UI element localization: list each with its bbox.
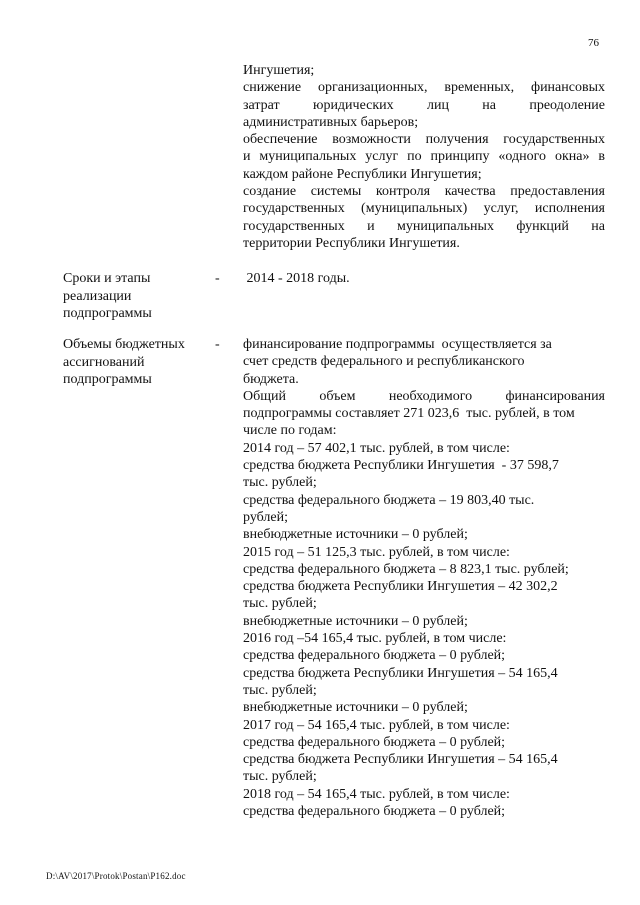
text-line: числе по годам: (243, 423, 337, 439)
text-line: Ингушетия; (243, 63, 315, 78)
text-line: каждом районе Республики Ингушетия; (243, 166, 482, 182)
text-line: государственных (муниципальных) услуг, исполнения (243, 201, 605, 217)
text-line: создание системы контроля качества предоставления (243, 184, 605, 200)
text-line: средства бюджета Республики Ингушетия – 42 302,2 (243, 579, 558, 595)
terms-value-text: 2014 - 2018 годы. (243, 271, 350, 286)
terms-label-line: подпрограммы (63, 306, 152, 321)
text-line: 2016 год –54 165,4 тыс. рублей, в том числе: (243, 631, 507, 647)
text-line: тыс. рублей; (243, 596, 317, 612)
terms-value (243, 270, 605, 287)
text-line: счет средств федерального и республиканского (243, 354, 525, 370)
text-line: затрат юридических лиц на преодоление (243, 97, 605, 113)
terms-label-line: Сроки и этапы (63, 271, 151, 286)
text-line: 2014 год – 57 402,1 тыс. рублей, в том числе: (243, 440, 510, 456)
footer-file-path: D:\AV\2017\Protok\Postan\P162.doc (46, 871, 186, 881)
text-line: внебюджетные источники – 0 рублей; (243, 527, 468, 543)
page-number: 76 (588, 37, 599, 49)
text-line: средства федерального бюджета – 19 803,40 тыс. (243, 492, 535, 508)
top-block-text (243, 62, 605, 252)
text-line: 2015 год – 51 125,3 тыс. рублей, в том числе: (243, 544, 510, 560)
budget-label-line: ассигнований (63, 354, 145, 370)
text-line: средства бюджета Республики Ингушетия – 54 165,4 (243, 752, 558, 768)
text-line: средства федерального бюджета – 0 рублей; (243, 734, 506, 750)
text-line: средства бюджета Республики Ингушетия - 37 598,7 (243, 458, 559, 474)
text-line: внебюджетные источники – 0 рублей; (243, 700, 468, 716)
text-line: внебюджетные источники – 0 рублей; (243, 613, 468, 629)
text-line: бюджета. (243, 371, 299, 387)
text-line: территории Республики Ингушетия. (243, 235, 460, 251)
text-line: подпрограммы составляет 271 023,6 тыс. рублей, в том (243, 406, 575, 422)
text-line: средства федерального бюджета – 0 рублей; (243, 804, 506, 820)
terms-label (63, 270, 213, 323)
budget-label-line: подпрограммы (63, 372, 152, 387)
text-line: 2018 год – 54 165,4 тыс. рублей, в том числе: (243, 786, 510, 802)
text-line: снижение организационных, временных, финансовых (243, 80, 605, 96)
text-line: административных барьеров; (243, 114, 419, 130)
text-line: финансирование подпрограммы осуществляется за (243, 337, 552, 352)
budget-label-line: Объемы бюджетных (63, 337, 185, 352)
text-line: средства федерального бюджета – 0 рублей; (243, 648, 506, 664)
terms-label-line: реализации (63, 288, 132, 304)
budget-text (243, 336, 605, 820)
text-line: средства федерального бюджета – 8 823,1 тыс. рублей; (243, 561, 569, 577)
text-line: Общий объем необходимого финансирования (243, 388, 605, 404)
text-line: средства бюджета Республики Ингушетия – 54 165,4 (243, 665, 558, 681)
terms-dash: - (215, 271, 220, 286)
text-line: тыс. рублей; (243, 475, 317, 491)
text-line: 2017 год – 54 165,4 тыс. рублей, в том числе: (243, 717, 510, 733)
text-line: государственных и муниципальных функций на (243, 218, 605, 234)
text-line: рублей; (243, 509, 288, 525)
text-line: тыс. рублей; (243, 682, 317, 698)
text-line: обеспечение возможности получения государственных (243, 132, 605, 148)
budget-label (63, 336, 213, 389)
budget-dash: - (215, 337, 220, 352)
text-line: и муниципальных услуг по принципу «одного окна» в (243, 149, 605, 165)
text-line: тыс. рублей; (243, 769, 317, 785)
